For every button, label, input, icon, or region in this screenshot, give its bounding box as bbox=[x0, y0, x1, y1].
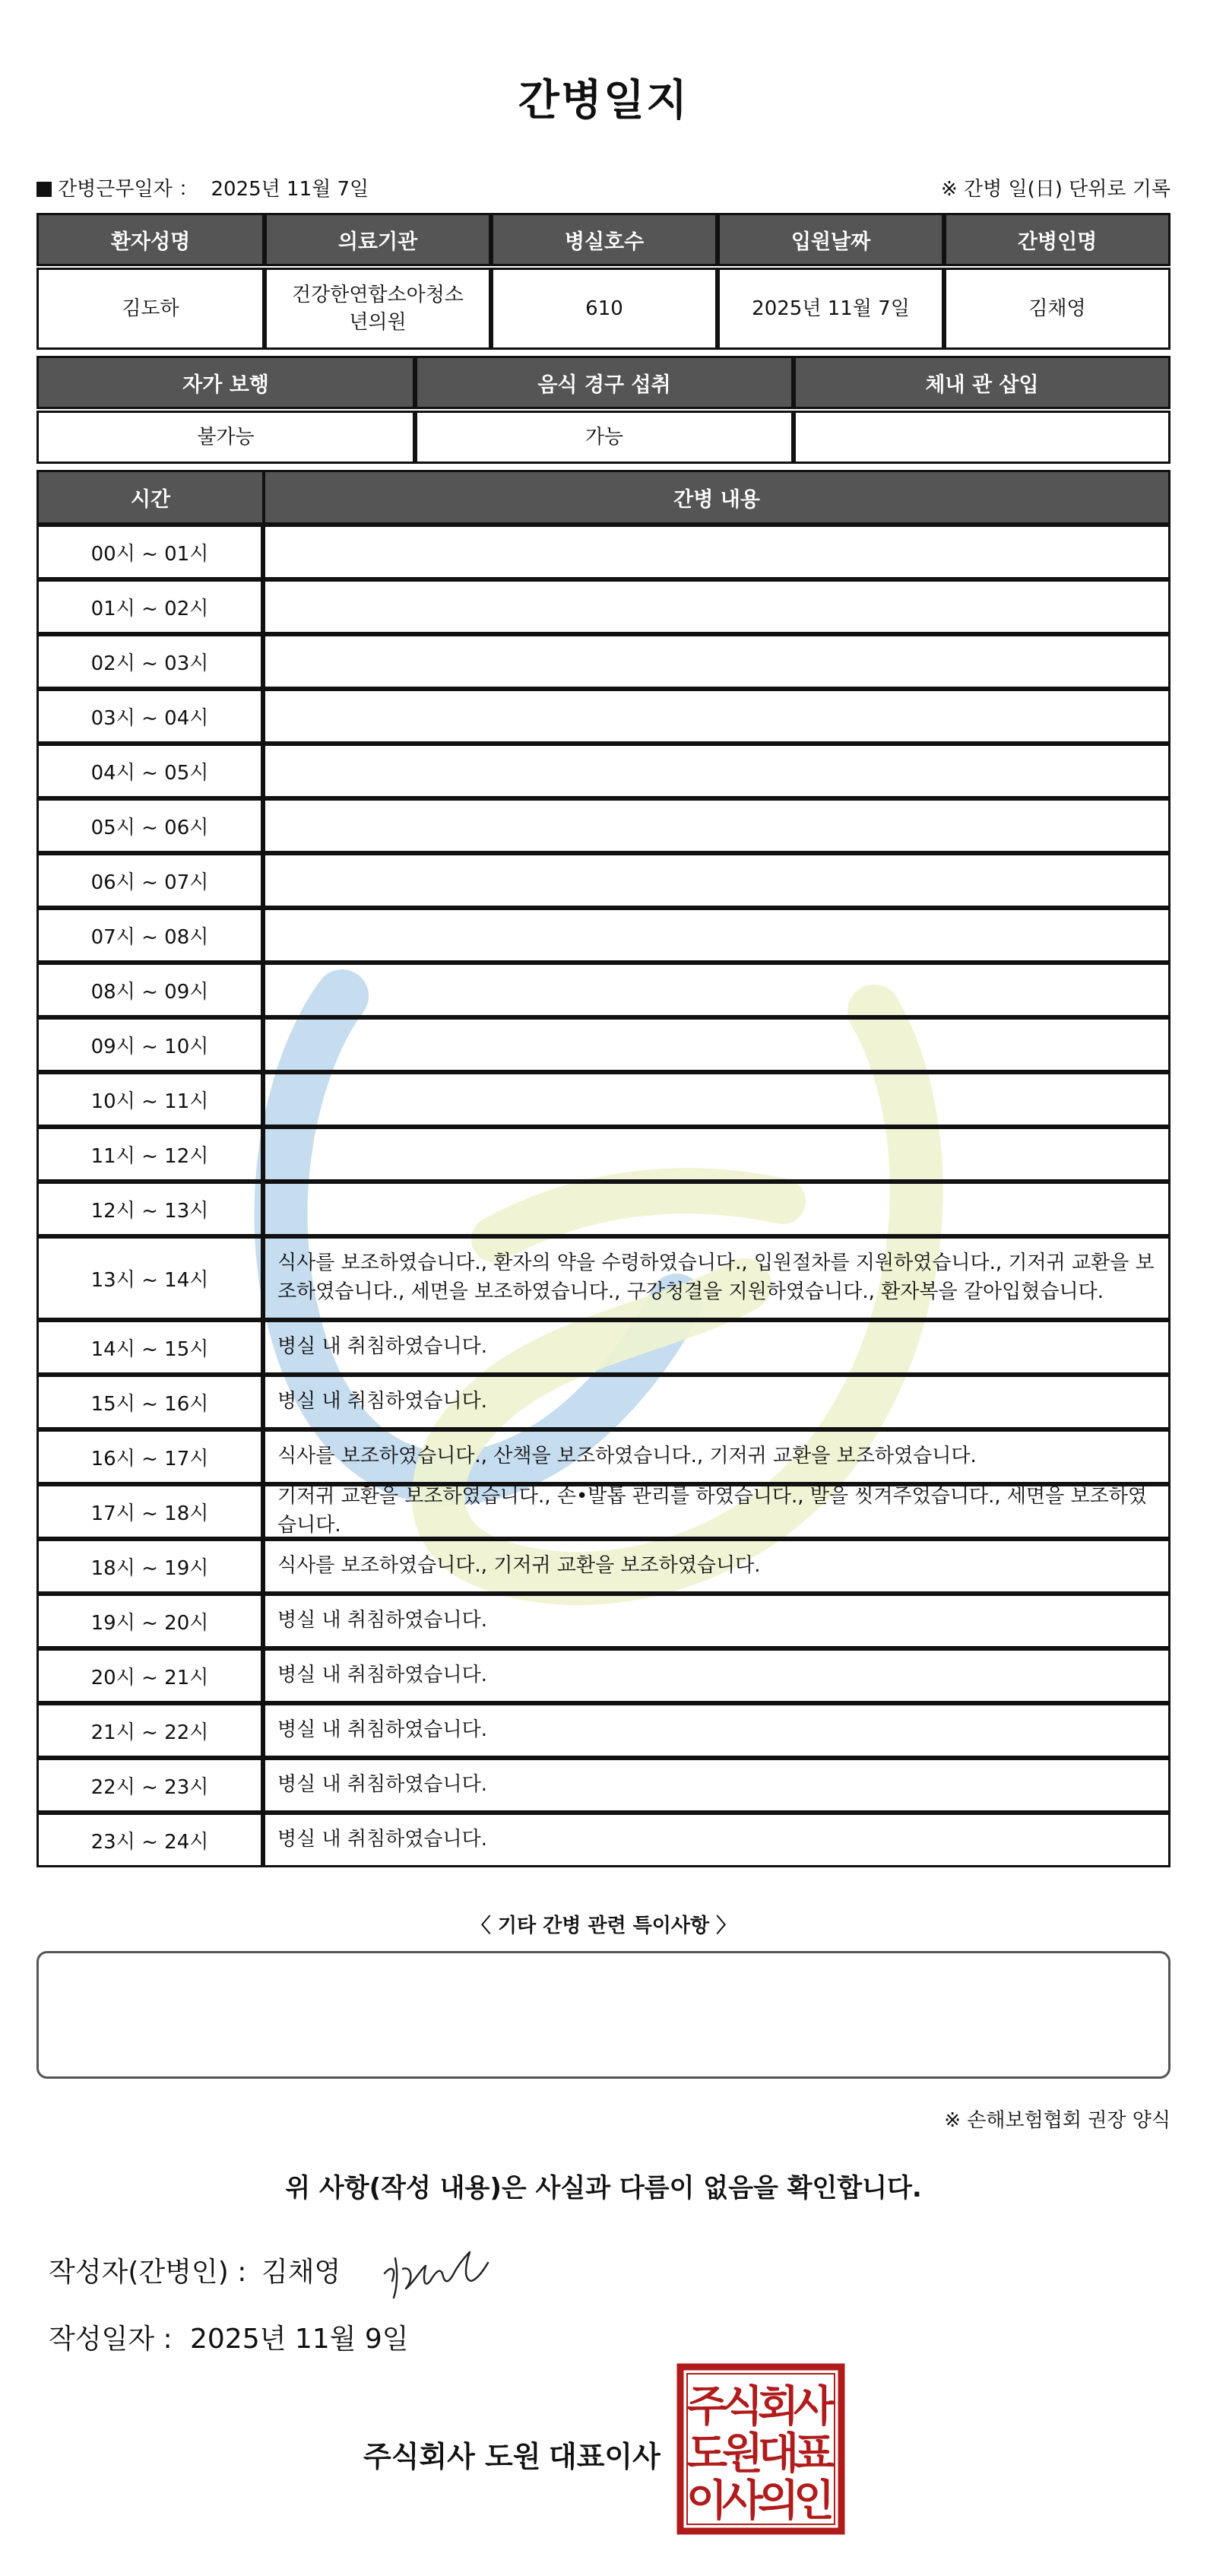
log-row-content bbox=[263, 634, 1171, 689]
log-row-content: 병실 내 취침하였습니다. bbox=[263, 1813, 1171, 1867]
work-date bbox=[36, 173, 369, 201]
value-tube-insertion bbox=[794, 411, 1171, 464]
header-room: 병실호수 bbox=[491, 213, 718, 266]
log-row-content bbox=[263, 798, 1171, 853]
unit-note: ※ 간병 일(日) 단위로 기록 bbox=[940, 178, 1171, 201]
log-row-content: 기저귀 교환을 보조하였습니다., 손•발톱 관리를 하였습니다., 발을 씻겨주었습니다., 세면을 보조하였습니다. bbox=[263, 1484, 1171, 1539]
log-row-time: 11시 ~ 12시 bbox=[36, 1127, 263, 1182]
log-row-time: 04시 ~ 05시 bbox=[36, 744, 263, 798]
log-row-time: 17시 ~ 18시 bbox=[36, 1484, 263, 1539]
write-date-value: 2025년 11월 9일 bbox=[190, 2324, 409, 2355]
log-row-content bbox=[263, 853, 1171, 908]
log-row-time: 18시 ~ 19시 bbox=[36, 1539, 263, 1594]
log-row-time: 02시 ~ 03시 bbox=[36, 634, 263, 689]
svg-text:회: 회 bbox=[757, 2382, 800, 2432]
header-caregiver: 간병인명 bbox=[944, 213, 1171, 266]
log-row-time: 05시 ~ 06시 bbox=[36, 798, 263, 853]
value-oral-intake: 가능 bbox=[415, 411, 794, 464]
log-row-time: 14시 ~ 15시 bbox=[36, 1320, 263, 1375]
log-row-time: 10시 ~ 11시 bbox=[36, 1072, 263, 1127]
value-patient-name: 김도하 bbox=[36, 268, 265, 350]
log-row-time: 03시 ~ 04시 bbox=[36, 689, 263, 744]
document-title: 간병일지 bbox=[518, 76, 689, 125]
svg-text:도: 도 bbox=[686, 2429, 728, 2479]
log-row-time: 07시 ~ 08시 bbox=[36, 908, 263, 963]
svg-text:의: 의 bbox=[757, 2476, 800, 2526]
header-time: 시간 bbox=[36, 470, 265, 525]
value-self-walking: 불가능 bbox=[36, 411, 415, 464]
square-bullet-icon bbox=[36, 182, 52, 197]
writer-name: 김채영 bbox=[261, 2257, 341, 2288]
log-row-time: 22시 ~ 23시 bbox=[36, 1758, 263, 1813]
log-row-time: 08시 ~ 09시 bbox=[36, 963, 263, 1017]
writer-label: 작성자(간병인) : bbox=[49, 2257, 247, 2288]
svg-text:식: 식 bbox=[721, 2382, 764, 2432]
log-row-content bbox=[263, 1072, 1171, 1127]
svg-text:주: 주 bbox=[686, 2382, 728, 2432]
log-row-content bbox=[263, 744, 1171, 798]
log-row-time: 15시 ~ 16시 bbox=[36, 1375, 263, 1429]
log-row-content bbox=[263, 525, 1171, 579]
svg-text:인: 인 bbox=[793, 2476, 835, 2526]
log-row-content: 식사를 보조하였습니다., 기저귀 교환을 보조하였습니다. bbox=[263, 1539, 1171, 1594]
log-row-time: 23시 ~ 24시 bbox=[36, 1813, 263, 1867]
log-row-content: 식사를 보조하였습니다., 산책을 보조하였습니다., 기저귀 교환을 보조하였습니다. bbox=[263, 1429, 1171, 1484]
log-row-time: 01시 ~ 02시 bbox=[36, 579, 263, 634]
log-row-content bbox=[263, 963, 1171, 1017]
svg-text:사: 사 bbox=[793, 2382, 835, 2432]
svg-text:대: 대 bbox=[757, 2429, 800, 2479]
source-note: ※ 손해보험협회 권장 양식 bbox=[944, 2109, 1171, 2132]
log-row-time: 13시 ~ 14시 bbox=[36, 1236, 263, 1320]
value-institution: 건강한연합소아청소년의원 bbox=[265, 268, 491, 350]
log-row-content: 병실 내 취침하였습니다. bbox=[263, 1703, 1171, 1758]
log-row-content bbox=[263, 689, 1171, 744]
notes-title: 〈 기타 간병 관련 특이사항 〉 bbox=[470, 1915, 737, 1937]
svg-text:이: 이 bbox=[686, 2476, 728, 2526]
log-row-content: 식사를 보조하였습니다., 환자의 약을 수령하였습니다., 입원절차를 지원하였습니다., 기저귀 교환을 보조하였습니다., 세면을 보조하였습니다., 구강청결을 지원하였습니다., 환자복을 갈아입혔습니다. bbox=[263, 1236, 1171, 1320]
log-row-time: 19시 ~ 20시 bbox=[36, 1594, 263, 1648]
log-row-content: 병실 내 취침하였습니다. bbox=[263, 1375, 1171, 1429]
header-patient-name: 환자성명 bbox=[36, 213, 265, 266]
log-row-content bbox=[263, 1017, 1171, 1072]
value-admission-date: 2025년 11월 7일 bbox=[718, 268, 944, 350]
log-row-time: 06시 ~ 07시 bbox=[36, 853, 263, 908]
value-room: 610 bbox=[491, 268, 718, 350]
log-row-time: 16시 ~ 17시 bbox=[36, 1429, 263, 1484]
header-self-walking: 자가 보행 bbox=[36, 356, 415, 409]
notes-box bbox=[36, 1951, 1171, 2079]
header-care-content: 간병 내용 bbox=[263, 470, 1171, 525]
write-date-label: 작성일자 : bbox=[49, 2324, 173, 2355]
log-row-time: 12시 ~ 13시 bbox=[36, 1182, 263, 1236]
value-caregiver: 김채영 bbox=[944, 268, 1171, 350]
log-row-content: 병실 내 취침하였습니다. bbox=[263, 1758, 1171, 1813]
header-institution: 의료기관 bbox=[265, 213, 491, 266]
company-name: 주식회사 도원 bbox=[363, 2440, 541, 2473]
company-seal-icon bbox=[676, 2363, 845, 2535]
log-row-content bbox=[263, 579, 1171, 634]
header-tube-insertion: 체내 관 삽입 bbox=[794, 356, 1171, 409]
log-row-time: 00시 ~ 01시 bbox=[36, 525, 263, 579]
log-row-content bbox=[263, 908, 1171, 963]
confirmation-statement: 위 사항(작성 내용)은 사실과 다름이 없음을 확인합니다. bbox=[285, 2173, 922, 2203]
log-row-content bbox=[263, 1127, 1171, 1182]
handwritten-signature-icon bbox=[380, 2235, 494, 2304]
work-date-value: 2025년 11월 7일 bbox=[211, 178, 369, 201]
log-row-content: 병실 내 취침하였습니다. bbox=[263, 1320, 1171, 1375]
log-row-time: 20시 ~ 21시 bbox=[36, 1648, 263, 1703]
svg-text:원: 원 bbox=[721, 2429, 764, 2479]
header-admission-date: 입원날짜 bbox=[718, 213, 944, 266]
representative-title: 대표이사 bbox=[549, 2440, 661, 2473]
log-row-content bbox=[263, 1182, 1171, 1236]
log-row-content: 병실 내 취침하였습니다. bbox=[263, 1594, 1171, 1648]
log-row-content: 병실 내 취침하였습니다. bbox=[263, 1648, 1171, 1703]
header-oral-intake: 음식 경구 섭취 bbox=[415, 356, 794, 409]
svg-text:표: 표 bbox=[793, 2429, 835, 2479]
svg-text:사: 사 bbox=[721, 2476, 764, 2526]
log-row-time: 09시 ~ 10시 bbox=[36, 1017, 263, 1072]
log-row-time: 21시 ~ 22시 bbox=[36, 1703, 263, 1758]
work-date-label: 간병근무일자 ： bbox=[58, 178, 198, 201]
